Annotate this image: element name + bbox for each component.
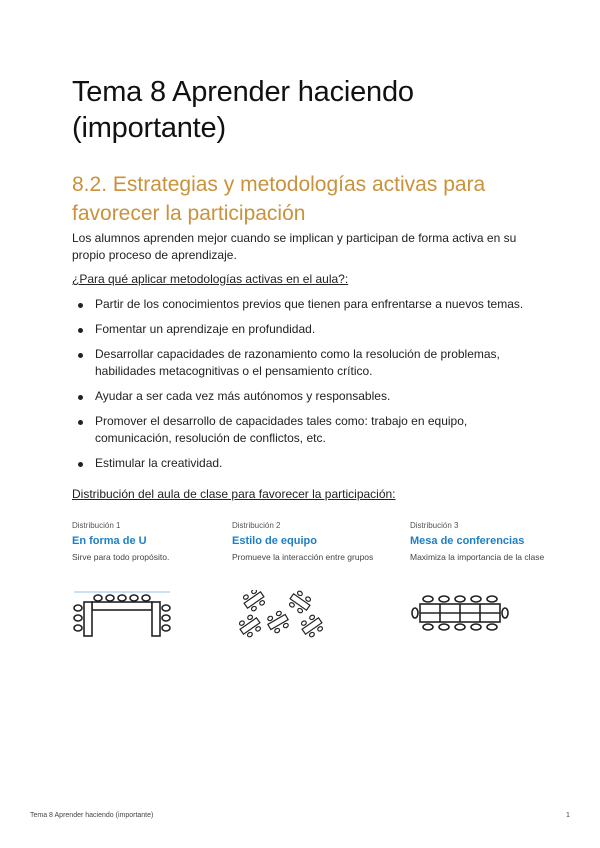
conference-seating-diagram: [410, 590, 510, 638]
list-item: Estimular la creatividad.: [72, 455, 542, 472]
layout-card-team-style: [232, 520, 392, 563]
footer-title: Tema 8 Aprender haciendo (importante): [30, 812, 154, 819]
layout-description: Sirve para todo propósito.: [72, 552, 170, 562]
team-style-seating-diagram: [234, 590, 334, 642]
layout-description: Maximiza la importancia de la clase: [410, 552, 545, 562]
layout-number: Distribución 2: [232, 521, 281, 530]
list-item: Fomentar un aprendizaje en profundidad.: [72, 321, 542, 338]
layout-name: Mesa de conferencias: [410, 535, 525, 547]
layout-card-u-shape: [72, 520, 232, 563]
list-item: Ayudar a ser cada vez más autónomos y responsables.: [72, 388, 542, 405]
layout-number: Distribución 3: [410, 521, 459, 530]
intro-paragraph: Los alumnos aprenden mejor cuando se implican y participan de forma activa en su propio proceso de aprendizaje.: [72, 231, 517, 262]
list-item: Partir de los conocimientos previos que tienen para enfrentarse a nuevos temas.: [72, 296, 542, 313]
benefits-list: [72, 296, 542, 480]
layout-name: Estilo de equipo: [232, 535, 317, 547]
section-heading: 8.2. Estrategias y metodologías activas para favorecer la participación: [72, 173, 486, 225]
list-item: Promover el desarrollo de capacidades tales como: trabajo en equipo, comunicación, resolución de conflictos, etc.: [72, 413, 542, 447]
question-heading: ¿Para qué aplicar metodologías activas en el aula?:: [72, 272, 349, 286]
distribution-heading: Distribución del aula de clase para favorecer la participación:: [72, 487, 396, 501]
page-title: Tema 8 Aprender haciendo (importante): [72, 76, 414, 144]
layout-card-conference: [410, 520, 570, 563]
layout-description: Promueve la interacción entre grupos: [232, 552, 374, 562]
list-item: Desarrollar capacidades de razonamiento como la resolución de problemas, habilidades metacognitivas o el pensamiento crítico.: [72, 346, 542, 380]
u-shape-seating-diagram: [72, 590, 172, 642]
layout-name: En forma de U: [72, 535, 147, 547]
layout-number: Distribución 1: [72, 521, 121, 530]
page-number: 1: [566, 812, 570, 819]
